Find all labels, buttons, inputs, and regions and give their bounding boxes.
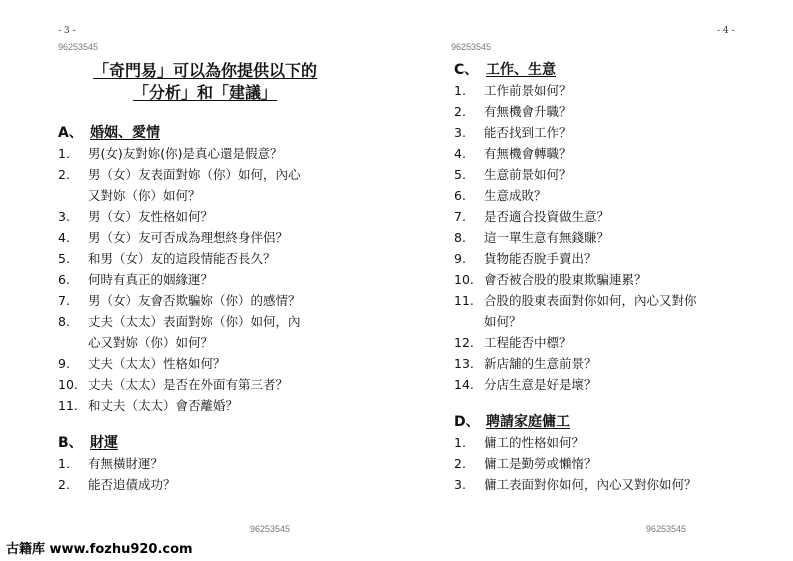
item-number: 3. (58, 209, 70, 224)
item-number: 14. (454, 377, 474, 392)
item-text: 如何？ (484, 314, 522, 329)
section-title: 工作、生意 (486, 62, 556, 78)
item-text: 會否被合股的股東欺騙連累？ (484, 272, 647, 287)
item-text: 有無橫財運？ (88, 456, 164, 471)
item-number: 2. (58, 477, 70, 492)
item-text: 男(女)友對妳(你)是真心還是假意？ (88, 146, 283, 161)
item-number: 8. (58, 314, 70, 329)
item-number: 7. (58, 293, 70, 308)
item-text: 和男（女）友的這段情能否長久？ (88, 251, 276, 266)
item-text: 傭工表面對你如何，內心又對你如何？ (484, 477, 697, 492)
item-number: 7. (454, 209, 466, 224)
section-letter: B、 (58, 435, 83, 451)
item-text: 傭工的性格如何？ (484, 435, 585, 450)
item-number: 1. (58, 456, 70, 471)
item-number: 2. (58, 167, 70, 182)
item-number: 10. (454, 272, 474, 287)
item-number: 11. (58, 398, 78, 413)
item-number: 6. (58, 272, 70, 287)
section-heading (454, 59, 556, 79)
item-text: 何時有真正的姻緣運？ (88, 272, 214, 287)
item-number: 5. (58, 251, 70, 266)
item-number: 1. (58, 146, 70, 161)
item-text: 這一單生意有無錢賺？ (484, 230, 610, 245)
item-number: 11. (454, 293, 474, 308)
item-number: 10. (58, 377, 78, 392)
item-text: 分店生意是好是壞？ (484, 377, 597, 392)
item-number: 1. (454, 435, 466, 450)
item-text: 男（女）友性格如何？ (88, 209, 214, 224)
item-number: 9. (58, 356, 70, 371)
item-text: 生意成敗？ (484, 188, 547, 203)
item-text: 男（女）友會否欺騙妳（你）的感情？ (88, 293, 301, 308)
item-text: 有無機會升職？ (484, 104, 572, 119)
item-text: 生意前景如何？ (484, 167, 572, 182)
document-code-footer: 96253545 (646, 524, 687, 534)
item-text: 和丈夫（太太）會否離婚？ (88, 398, 239, 413)
item-text: 工程能否中標？ (484, 335, 572, 350)
item-number: 5. (454, 167, 466, 182)
right-page (397, 0, 793, 561)
item-number: 8. (454, 230, 466, 245)
item-text: 丈夫（太太）是否在外面有第三者？ (88, 377, 289, 392)
item-text: 傭工是勤勞或懶惰？ (484, 456, 597, 471)
document-code-footer: 96253545 (250, 524, 291, 534)
item-number: 4. (58, 230, 70, 245)
page-number: - 4 - (717, 26, 735, 36)
item-text: 丈夫（太太）性格如何？ (88, 356, 226, 371)
item-text: 工作前景如何？ (484, 83, 572, 98)
item-number: 3. (454, 477, 466, 492)
item-text: 男（女）友可否成為理想終身伴侶？ (88, 230, 289, 245)
section-title: 聘請家庭傭工 (486, 414, 570, 430)
item-number: 6. (454, 188, 466, 203)
section-heading (58, 122, 160, 142)
section-letter: D、 (454, 414, 480, 430)
item-text: 合股的股東表面對你如何，內心又對你 (484, 293, 697, 308)
section-letter: C、 (454, 62, 479, 78)
watermark: 古籍库 www.fozhu920.com (6, 542, 193, 557)
title-line-2: 「分析」和「建議」 (132, 83, 277, 102)
item-text: 能否找到工作？ (484, 125, 572, 140)
item-text: 男（女）友表面對妳（你）如何，內心 (88, 167, 301, 182)
item-number: 2. (454, 104, 466, 119)
item-number: 9. (454, 251, 466, 266)
item-text: 又對妳（你）如何？ (88, 188, 201, 203)
page-title (55, 60, 355, 104)
item-text: 是否適合投資做生意？ (484, 209, 610, 224)
item-number: 4. (454, 146, 466, 161)
item-text: 貨物能否脫手賣出？ (484, 251, 597, 266)
item-number: 3. (454, 125, 466, 140)
document-code: 96253545 (451, 42, 492, 52)
item-text: 新店舖的生意前景？ (484, 356, 597, 371)
item-number: 13. (454, 356, 474, 371)
item-text: 有無機會轉職？ (484, 146, 572, 161)
item-text: 丈夫（太太）表面對妳（你）如何，內 (88, 314, 301, 329)
section-title: 財運 (90, 435, 118, 451)
section-letter: A、 (58, 125, 83, 141)
document-code: 96253545 (58, 42, 99, 52)
section-title: 婚姻、愛情 (90, 125, 160, 141)
item-text: 心又對妳（你）如何？ (88, 335, 214, 350)
item-text: 能否追債成功？ (88, 477, 176, 492)
title-line-1: 「奇門易」可以為你提供以下的 (92, 61, 317, 80)
section-heading (58, 432, 118, 452)
section-heading (454, 411, 570, 431)
item-number: 1. (454, 83, 466, 98)
item-number: 12. (454, 335, 474, 350)
page-number: - 3 - (58, 26, 76, 36)
item-number: 2. (454, 456, 466, 471)
left-page (0, 0, 396, 561)
